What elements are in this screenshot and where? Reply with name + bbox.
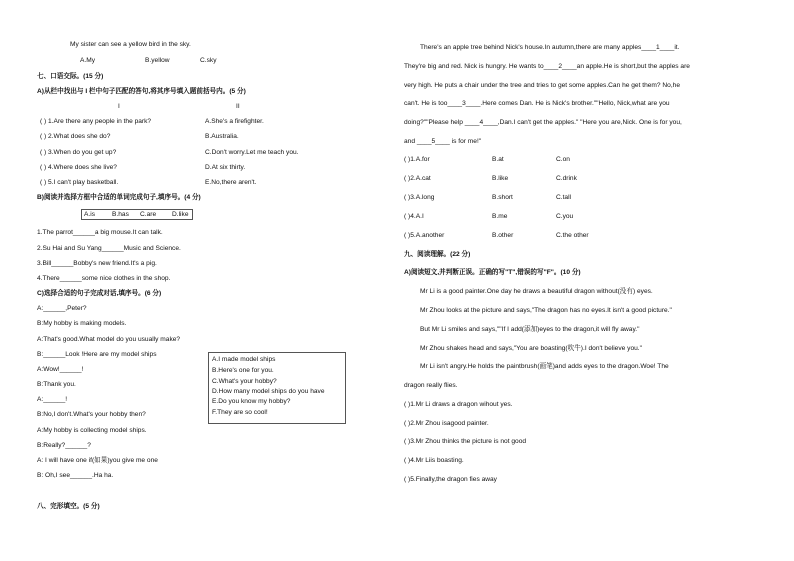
- story-line: Mr Li isn't angry.He holds the paintbrush(画笔)and adds eyes to the dragon.Woe! The: [420, 363, 669, 370]
- fill-sentence: 3.Bill______Bobby's new friend.It's a pig.: [37, 260, 157, 267]
- cloze-option: C.you: [556, 213, 574, 220]
- passage-line: There's an apple tree behind Nick's house.In autumn,there are many apples____1____it.: [420, 44, 680, 51]
- cloze-option: B.short: [492, 194, 513, 201]
- dialog-line: A:______!: [37, 396, 68, 403]
- prev-option-b: B.yellow: [145, 57, 170, 64]
- dialog-line: A:Wow!______!: [37, 366, 84, 373]
- story-line: But Mr Li smiles and says,""If I add(添加)eyes to the dragon,it will fly away.": [420, 326, 640, 333]
- choice-box: [208, 352, 346, 424]
- column-head-ii: II: [236, 103, 240, 110]
- section-9a-title: A)阅读短文,并判断正误。正确的写"T",错误的写"F"。(10 分): [404, 269, 581, 276]
- prev-option-a: A.My: [80, 57, 96, 64]
- passage-line: doing?""Please help ____4____,Dan.I can't get the apples." "Here you are,Nick. One is for you,: [404, 119, 682, 126]
- dialog-line: A: I will have one if(如果)you give me one: [37, 457, 158, 464]
- choice-option: E.Do you know my hobby?: [212, 398, 291, 405]
- section-7-title: 七、口语交际。(15 分): [37, 73, 104, 80]
- passage-line: very high. He puts a chair under the tree and tries to get some apples.Can he get them? No,he: [404, 82, 681, 89]
- word-option: C.are: [140, 211, 157, 218]
- choice-option: D.How many model ships do you have: [212, 388, 325, 395]
- story-line: dragon really flies.: [404, 382, 458, 389]
- cloze-option: C.drink: [556, 175, 577, 182]
- column-head-i: I: [118, 103, 120, 110]
- word-box: [81, 209, 193, 220]
- match-question: ( ) 3.When do you get up?: [40, 149, 117, 156]
- match-answer: C.Don't worry.Let me teach you.: [205, 149, 299, 156]
- cloze-option: ( )2.A.cat: [404, 175, 431, 182]
- cloze-option: C.on: [556, 156, 570, 163]
- passage-line: and ____5____ is for me!": [404, 138, 482, 145]
- prev-option-c: C.sky: [200, 57, 217, 64]
- dialog-line: A:That's good.What model do you usually make?: [37, 336, 181, 343]
- prev-question: My sister can see a yellow bird in the sky.: [70, 41, 191, 48]
- dialog-line: B:My hobby is making models.: [37, 320, 127, 327]
- cloze-option: C.tall: [556, 194, 572, 201]
- section-7a-title: A)从栏中找出与 I 栏中句子匹配的答句,将其序号填入题前括号内。(5 分): [37, 88, 246, 95]
- cloze-option: C.the other: [556, 232, 589, 239]
- match-answer: B.Australia.: [205, 133, 239, 140]
- dialog-line: A:My hobby is collecting model ships.: [37, 427, 147, 434]
- dialog-line: B:Thank you.: [37, 381, 76, 388]
- story-line: Mr Zhou looks at the picture and says,"The dragon has no eyes.It isn't a good picture.": [420, 307, 672, 314]
- cloze-option: B.like: [492, 175, 509, 182]
- dialog-line: B:Really?______?: [37, 442, 91, 449]
- section-8-title: 八、完形填空。(5 分): [37, 503, 100, 510]
- word-option: A.is: [84, 211, 95, 218]
- dialog-line: B:No,I don't.What's your hobby then?: [37, 411, 146, 418]
- cloze-option: ( )5.A.another: [404, 232, 445, 239]
- cloze-option: B.at: [492, 156, 504, 163]
- choice-option: B.Here's one for you.: [212, 367, 274, 374]
- choice-option: A.I made model ships: [212, 356, 276, 363]
- match-answer: E.No,there aren't.: [205, 179, 257, 186]
- word-option: B.has: [112, 211, 129, 218]
- match-question: ( ) 2.What does she do?: [40, 133, 111, 140]
- fill-sentence: 2.Su Hai and Su Yang______Music and Science.: [37, 245, 181, 252]
- section-9-title: 九、阅读理解。(22 分): [404, 251, 471, 258]
- cloze-option: B.other: [492, 232, 514, 239]
- cloze-option: B.me: [492, 213, 508, 220]
- match-question: ( ) 1.Are there any people in the park?: [40, 118, 152, 125]
- cloze-option: ( )1.A.for: [404, 156, 430, 163]
- tf-question: ( )1.Mr Li draws a dragon wihout yes.: [404, 401, 513, 408]
- match-question: ( ) 4.Where does she live?: [40, 164, 117, 171]
- dialog-line: B: Oh,I see______.Ha ha.: [37, 472, 114, 479]
- choice-option: F.They are so cool!: [212, 409, 268, 416]
- cloze-option: ( )4.A.I: [404, 213, 424, 220]
- word-option: D.like: [172, 211, 189, 218]
- choice-option: C.What's your hobby?: [212, 378, 277, 385]
- passage-line: They're big and red. Nick is hungry. He wants to____2____an apple.He is short,but the apples are: [404, 63, 690, 70]
- tf-question: ( )5.Finally,the dragon fies away: [404, 476, 497, 483]
- cloze-option: ( )3.A.long: [404, 194, 435, 201]
- dialog-line: B:______Look !Here are my model ships: [37, 351, 157, 358]
- tf-question: ( )4.Mr Liis boasting.: [404, 457, 464, 464]
- story-line: Mr Li is a good painter.One day he draws a beautiful dragon without(没有) eyes.: [420, 288, 653, 295]
- match-answer: A.She's a firefighter.: [205, 118, 264, 125]
- story-line: Mr Zhou shakes head and says,"You are boasting(吹牛).I don't believe you.": [420, 345, 642, 352]
- match-answer: D.At six thirty.: [205, 164, 246, 171]
- fill-sentence: 1.The parrot______a big mouse.It can talk.: [37, 229, 163, 236]
- match-question: ( ) 5.I can't play basketball.: [40, 179, 119, 186]
- passage-line: can't. He is too____3____.Here comes Dan. He is Nick's brother.""Hello, Nick,what are you: [404, 100, 670, 107]
- fill-sentence: 4.There______some nice clothes in the shop.: [37, 275, 171, 282]
- section-7c-title: C)选择合适的句子完成对话,填序号。(6 分): [37, 290, 162, 297]
- section-7b-title: B)阅读并选择方框中合适的单词完成句子,填序号。(4 分): [37, 194, 201, 201]
- dialog-line: A:______,Peter?: [37, 305, 87, 312]
- tf-question: ( )2.Mr Zhou isagood painter.: [404, 420, 489, 427]
- tf-question: ( )3.Mr Zhou thinks the picture is not good: [404, 438, 527, 445]
